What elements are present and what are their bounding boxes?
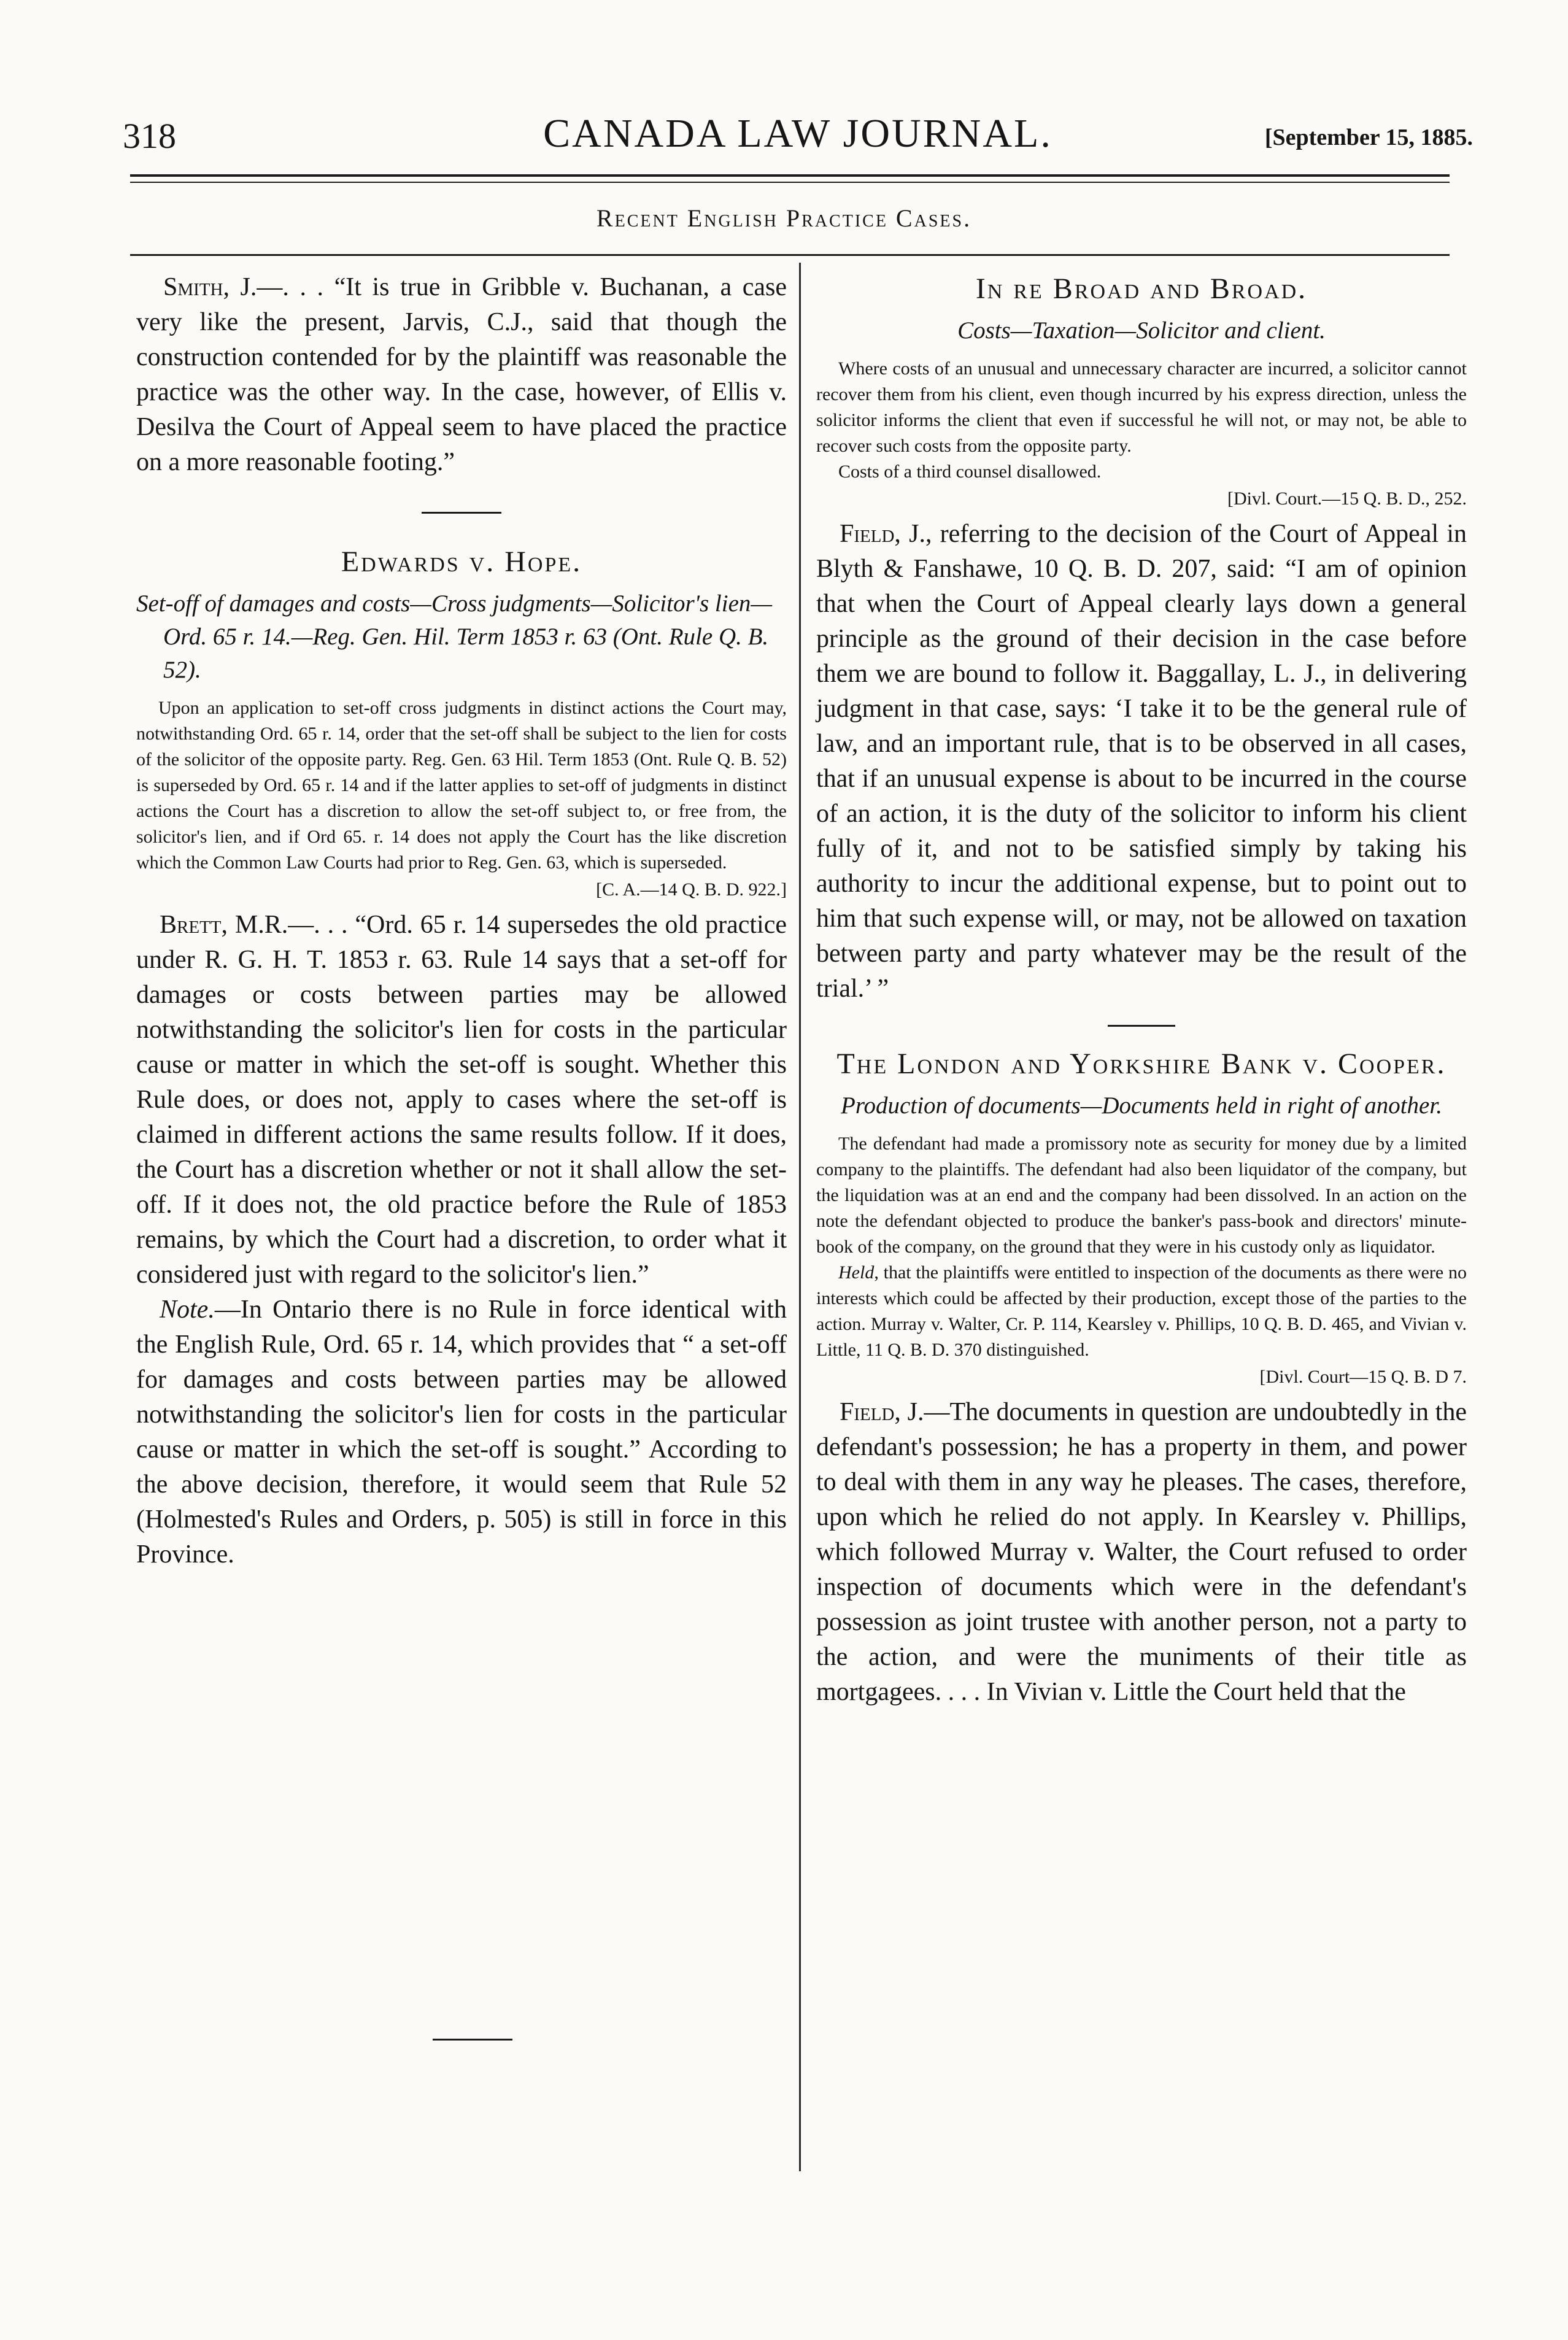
editorial-note: [136, 1292, 787, 1572]
field-opinion-broad: [816, 517, 1467, 1006]
case-title-edwards: Edwards v. Hope.: [341, 546, 582, 578]
case-title-london: The London and Yorkshire Bank v. Cooper.: [836, 1048, 1446, 1080]
smith-opinion: [136, 270, 787, 480]
issue-date: [September 15, 1885.: [1264, 125, 1473, 150]
citation-london: [Divl. Court—15 Q. B. D 7.: [1259, 1367, 1467, 1387]
headnote-london-held: [816, 1260, 1467, 1363]
case-title-broad: In re Broad and Broad.: [975, 272, 1308, 305]
citation-edwards: [C. A.—14 Q. B. D. 922.]: [596, 879, 787, 900]
brett-opinion: [136, 908, 787, 1292]
judge-name: Smith, J.: [163, 273, 257, 301]
header-rule-top: [130, 174, 1450, 177]
left-column: [136, 270, 787, 1572]
note-label: Note.: [160, 1295, 215, 1324]
held-text: , that the plaintiffs were entitled to inspection of the documents as there were no interests which could be affected by their production, except those of the parties to the action. Murray v. Walter, Cr. P. 114, Kearsley v. Phillips, 10 Q. B. D. 465, and Vivian v. Little, 11 Q. B. D. 370 distinguished.: [816, 1262, 1467, 1360]
column-divider: [799, 263, 801, 2171]
headnote-broad-second: Costs of a third counsel disallowed.: [838, 461, 1102, 482]
judge-name: Field: [840, 520, 895, 548]
held-label: Held: [838, 1262, 875, 1283]
section-rule: [130, 254, 1450, 256]
running-head: [123, 110, 1473, 166]
field-opinion-london: [816, 1395, 1467, 1710]
section-title: Recent English Practice Cases.: [596, 204, 972, 232]
page-number: 318: [123, 116, 176, 156]
catchwords-london: Production of documents—Documents held in right of another.: [841, 1092, 1442, 1119]
column-end-rule: [433, 2039, 512, 2041]
headnote-broad: Where costs of an unusual and unnecessary character are incurred, a solicitor cannot recover them from his client, even though incurred by his express direction, unless the solicitor informs the client that even if successful he will not, or may not, be able to recover such costs from the opposite party.: [816, 358, 1467, 456]
case-separator: [422, 512, 501, 514]
headnote-london: The defendant had made a promissory note as security for money due by a limited company to the plaintiffs. The defendant had also been liquidator of the company, but the liquidation was at an end and the company had been dissolved. In an action on the note the defendant objected to produce the banker's pass-book and directors' minute-book of the company, on the ground that they were in his custody only as liquidator.: [816, 1133, 1467, 1257]
opinion-text: , J., referring to the decision of the Court of Appeal in Blyth & Fanshawe, 10 Q. B. D. 207, said: “I am of opinion that when the Court of Appeal clearly lays down a general principle as the ground of their decision in the case before them we are bound to follow it. Baggallay, L. J., in delivering judgment in that case, says: ‘I take it to be the general rule of law, and an important rule, that is to be observed in all cases, that if an unusual expense is about to be incurred in the course of an action, it is the duty of the solicitor to inform his client fully of it, and not to be satisfied simply by taking his authority to incur the additional expense, but to point out to him that such expense will, or may, not be allowed on taxation between party and party whatever may be the result of the trial.’ ”: [816, 520, 1467, 1003]
header-rule-bottom: [130, 182, 1450, 183]
judge-name: Brett, M.R.: [160, 911, 288, 939]
opinion-text: —. . . “Ord. 65 r. 14 supersedes the old practice under R. G. H. T. 1853 r. 63. Rule 14 says that a set-off for damages or costs between parties may be allowed notwithstanding the solicitor's lien for costs in the particular cause or matter in which the set-off is sought. Whether this Rule does, or does not, apply to cases where the set-off is claimed in different actions the same results follow. If it does, the Court has a discretion whether or not it shall allow the set-off. If it does not, the old practice before the Rule of 1853 remains, by which the Court had a discretion, to order what it considered just with regard to the solicitor's lien.”: [136, 911, 787, 1289]
opinion-text: —. . . “It is true in Gribble v. Buchanan, a case very like the present, Jarvis, C.J., said that though the construction contended for by the plaintiff was reasonable the practice was the other way. In the case, however, of Ellis v. Desilva the Court of Appeal seem to have placed the practice on a more reasonable footing.”: [136, 273, 787, 476]
catchwords-broad: Costs—Taxation—Solicitor and client.: [957, 317, 1326, 344]
note-text: —In Ontario there is no Rule in force identical with the English Rule, Ord. 65 r. 14, which provides that “ a set-off for damages and costs between parties may be allowed notwithstanding the solicitor's lien for costs in the particular cause or matter in which the set-off is sought.” According to the above decision, therefore, it would seem that Rule 52 (Holmested's Rules and Orders, p. 505) is still in force in this Province.: [136, 1295, 787, 1569]
case-separator: [1108, 1025, 1175, 1027]
opinion-text: , J.—The documents in question are undoubtedly in the defendant's possession; he has a property in them, and power to deal with them in any way he pleases. The cases, therefore, upon which he relied do not apply. In Kearsley v. Phillips, which followed Murray v. Walter, the Court refused to order inspection of documents which were in the defendant's possession as joint trustee with another person, not a party to the action, and were the muniments of their title as mortgagees. . . . In Vivian v. Little the Court held that the: [816, 1398, 1467, 1706]
journal-title: CANADA LAW JOURNAL.: [543, 111, 1052, 156]
right-column: [816, 270, 1467, 1710]
catchwords-edwards: Set-off of damages and costs—Cross judgments—Solicitor's lien—Ord. 65 r. 14.—Reg. Gen. Hil. Term 1853 r. 63 (Ont. Rule Q. B. 52).: [136, 590, 773, 683]
citation-broad: [Divl. Court.—15 Q. B. D., 252.: [1227, 488, 1467, 509]
judge-name: Field: [840, 1398, 895, 1426]
headnote-edwards: Upon an application to set-off cross judgments in distinct actions the Court may, notwithstanding Ord. 65 r. 14, order that the set-off shall be subject to the lien for costs of the solicitor of the opposite party. Reg. Gen. 63 Hil. Term 1853 (Ont. Rule Q. B. 52) is superseded by Ord. 65 r. 14 and if the latter applies to set-off of judgments in distinct actions the Court has a discretion to allow the set-off subject to, or free from, the solicitor's lien, and if Ord 65. r. 14 does not apply the Court has the like discretion which the Common Law Courts had prior to Reg. Gen. 63, which is superseded.: [136, 698, 787, 873]
